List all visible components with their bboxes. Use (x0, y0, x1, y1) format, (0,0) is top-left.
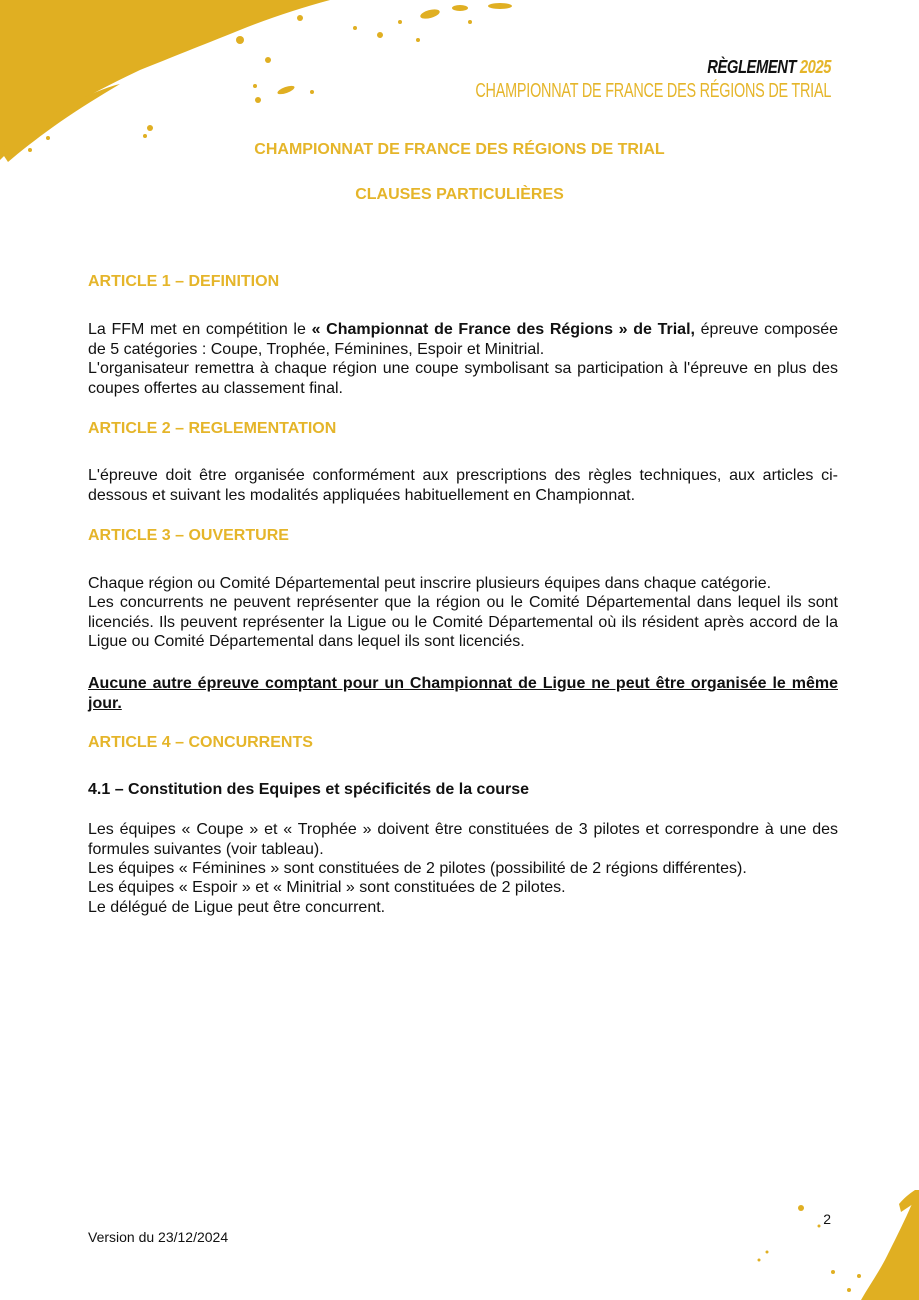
article-1-text-before: La FFM met en compétition le (88, 321, 312, 338)
article-1-paragraph-1 (88, 320, 838, 359)
article-1-heading: ARTICLE 1 – DEFINITION (88, 273, 280, 290)
document-subtitle: CLAUSES PARTICULIÈRES (355, 186, 564, 203)
header-reglement-title (707, 57, 831, 78)
footer-version: Version du 23/12/2024 (88, 1229, 229, 1245)
article-4-paragraph-4: Le délégué de Ligue peut être concurrent. (88, 899, 386, 916)
article-1-text-after: épreuve composée de 5 catégories : Coupe, Trophée, Féminines, Espoir et Minitrial. (88, 321, 838, 358)
header-reglement-word: RÈGLEMENT (707, 57, 797, 77)
header-reglement-year: 2025 (799, 57, 831, 77)
article-4-heading: ARTICLE 4 – CONCURRENTS (88, 734, 313, 751)
page-number: 2 (823, 1211, 831, 1227)
document-title: CHAMPIONNAT DE FRANCE DES RÉGIONS DE TRIAL (254, 141, 665, 158)
article-1-text-bold: « Championnat de France des Régions » de Trial, (311, 321, 695, 338)
article-1-paragraph-2: L'organisateur remettra à chaque région une coupe symbolisant sa participation à l'épreuve en plus des coupes offertes au classement final. (88, 360, 838, 397)
article-3-paragraph-1: Chaque région ou Comité Départemental peut inscrire plusieurs équipes dans chaque catégorie. (88, 575, 772, 592)
article-4-paragraph-3: Les équipes « Espoir » et « Minitrial » sont constituées de 2 pilotes. (88, 879, 566, 896)
brush-stroke-bottom-decoration (749, 1190, 919, 1300)
article-4-paragraph-1: Les équipes « Coupe » et « Trophée » doivent être constituées de 3 pilotes et correspondre à une des formules suivantes (voir tableau). (88, 821, 838, 858)
header-subtitle: CHAMPIONNAT DE FRANCE DES RÉGIONS DE TRIAL (475, 80, 831, 102)
article-4-paragraph-2: Les équipes « Féminines » sont constituées de 2 pilotes (possibilité de 2 régions différentes). (88, 860, 747, 877)
article-3-notice: Aucune autre épreuve comptant pour un Championnat de Ligue ne peut être organisée le même jour. (88, 675, 838, 712)
article-4-subheading: 4.1 – Constitution des Equipes et spécificités de la course (88, 781, 530, 798)
article-3-heading: ARTICLE 3 – OUVERTURE (88, 527, 289, 544)
article-3-paragraph-2: Les concurrents ne peuvent représenter que la région ou le Comité Départemental dans lequel ils sont licenciés. Ils peuvent représenter la Ligue ou le Comité Départemental où ils résident après accord de la Ligue ou Comité Départemental dans lequel ils sont licenciés. (88, 594, 838, 650)
article-2-heading: ARTICLE 2 – REGLEMENTATION (88, 420, 337, 437)
article-2-paragraph-1: L'épreuve doit être organisée conformément aux prescriptions des règles techniques, aux articles ci-dessous et suivant les modalités appliquées habituellement en Championnat. (88, 467, 838, 504)
